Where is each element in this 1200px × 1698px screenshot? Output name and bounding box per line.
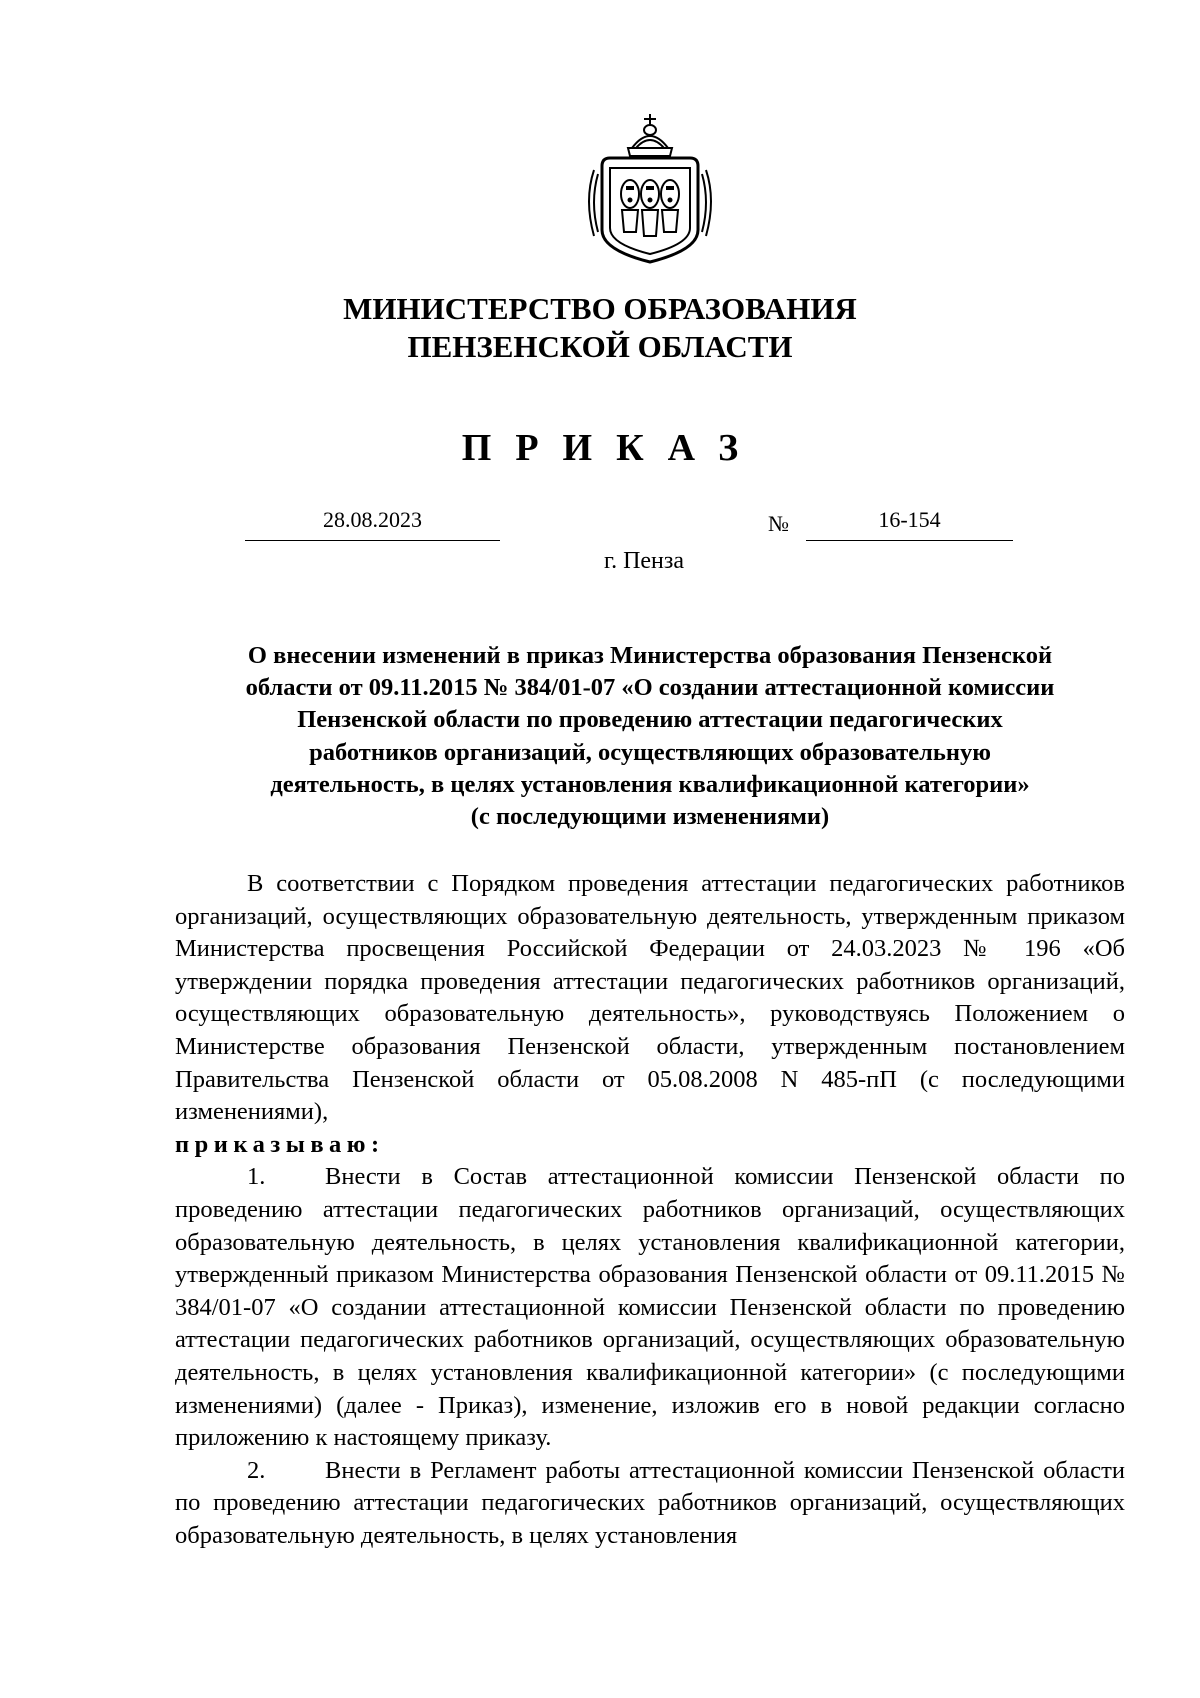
penza-coat-of-arms-icon <box>580 110 720 268</box>
order-item-number: 1. <box>247 1163 266 1191</box>
subject-line: области от 09.11.2015 № 384/01-07 «О создании аттестационной комиссии <box>245 674 1055 702</box>
date-value: 28.08.2023 <box>323 507 422 532</box>
number-sign: № <box>768 511 789 536</box>
city: г. Пенза <box>603 548 685 574</box>
number-underline <box>806 534 1013 541</box>
date-field <box>245 506 500 541</box>
subject-line: О внесении изменений в приказ Министерства образования Пензенской <box>247 642 1053 669</box>
subject-line: деятельность, в целях установления квалификационной категории» <box>270 770 1030 798</box>
subject-line: работников организаций, осуществляющих образовательную <box>309 738 991 766</box>
order-item-text: Внести в Регламент работы аттестационной комиссии Пензенской области по проведению аттестации педагогических работников организаций, осуществляющих образовательную деятельность, в целях установления <box>175 1456 1125 1549</box>
order-body <box>175 868 1125 1552</box>
number-value: 16-154 <box>878 507 941 532</box>
order-item-text: Внести в Состав аттестационной комиссии Пензенской области по проведению аттестации педагогических работников организаций, осуществляющих образовательную деятельность, в целях установления квалификационной категории, утвержденный приказом Министерства образования Пензенской области от 09.11.2015 № 384/01-07 «О создании аттестационной комиссии Пензенской области по проведению аттестации педагогических работников организаций, осуществляющих образовательную деятельность, в целях установления квалификационной категории» (с последующими изменениями) (далее - Приказ), изменение, изложив его в новой редакции согласно приложению к настоящему приказу. <box>175 1163 1125 1452</box>
number-field <box>806 506 1013 541</box>
subject-line: Пензенской области по проведению аттестации педагогических <box>297 706 1003 734</box>
subject-line: (с последующими изменениями) <box>470 803 830 831</box>
date-underline <box>245 534 500 541</box>
order-item <box>175 1161 1125 1454</box>
order-subject <box>170 640 1130 833</box>
order-word-paragraph <box>175 1129 1125 1162</box>
order-word: приказываю: <box>175 1130 385 1158</box>
order-item-number: 2. <box>247 1456 266 1484</box>
order-item <box>175 1455 1125 1553</box>
ministry-name-line2: ПЕНЗЕНСКОЙ ОБЛАСТИ <box>407 329 793 364</box>
ministry-name <box>0 290 1200 366</box>
ministry-name-line1: МИНИСТЕРСТВО ОБРАЗОВАНИЯ <box>343 291 857 326</box>
document-type-title: ПРИКАЗ <box>461 427 763 469</box>
preamble-paragraph: В соответствии с Порядком проведения аттестации педагогических работников организаций, осуществляющих образовательную деятельность, утвержденным приказом Министерства просвещения Российской Федерации от 24.03.2023 № 196 «Об утверждении порядка проведения аттестации педагогических работников организаций, осуществляющих образовательную деятельность», руководствуясь Положением о Министерстве образования Пензенской области, утвержденным постановлением Правительства Пензенской области от 05.08.2008 N 485-пП (с последующими изменениями), <box>175 870 1125 1126</box>
